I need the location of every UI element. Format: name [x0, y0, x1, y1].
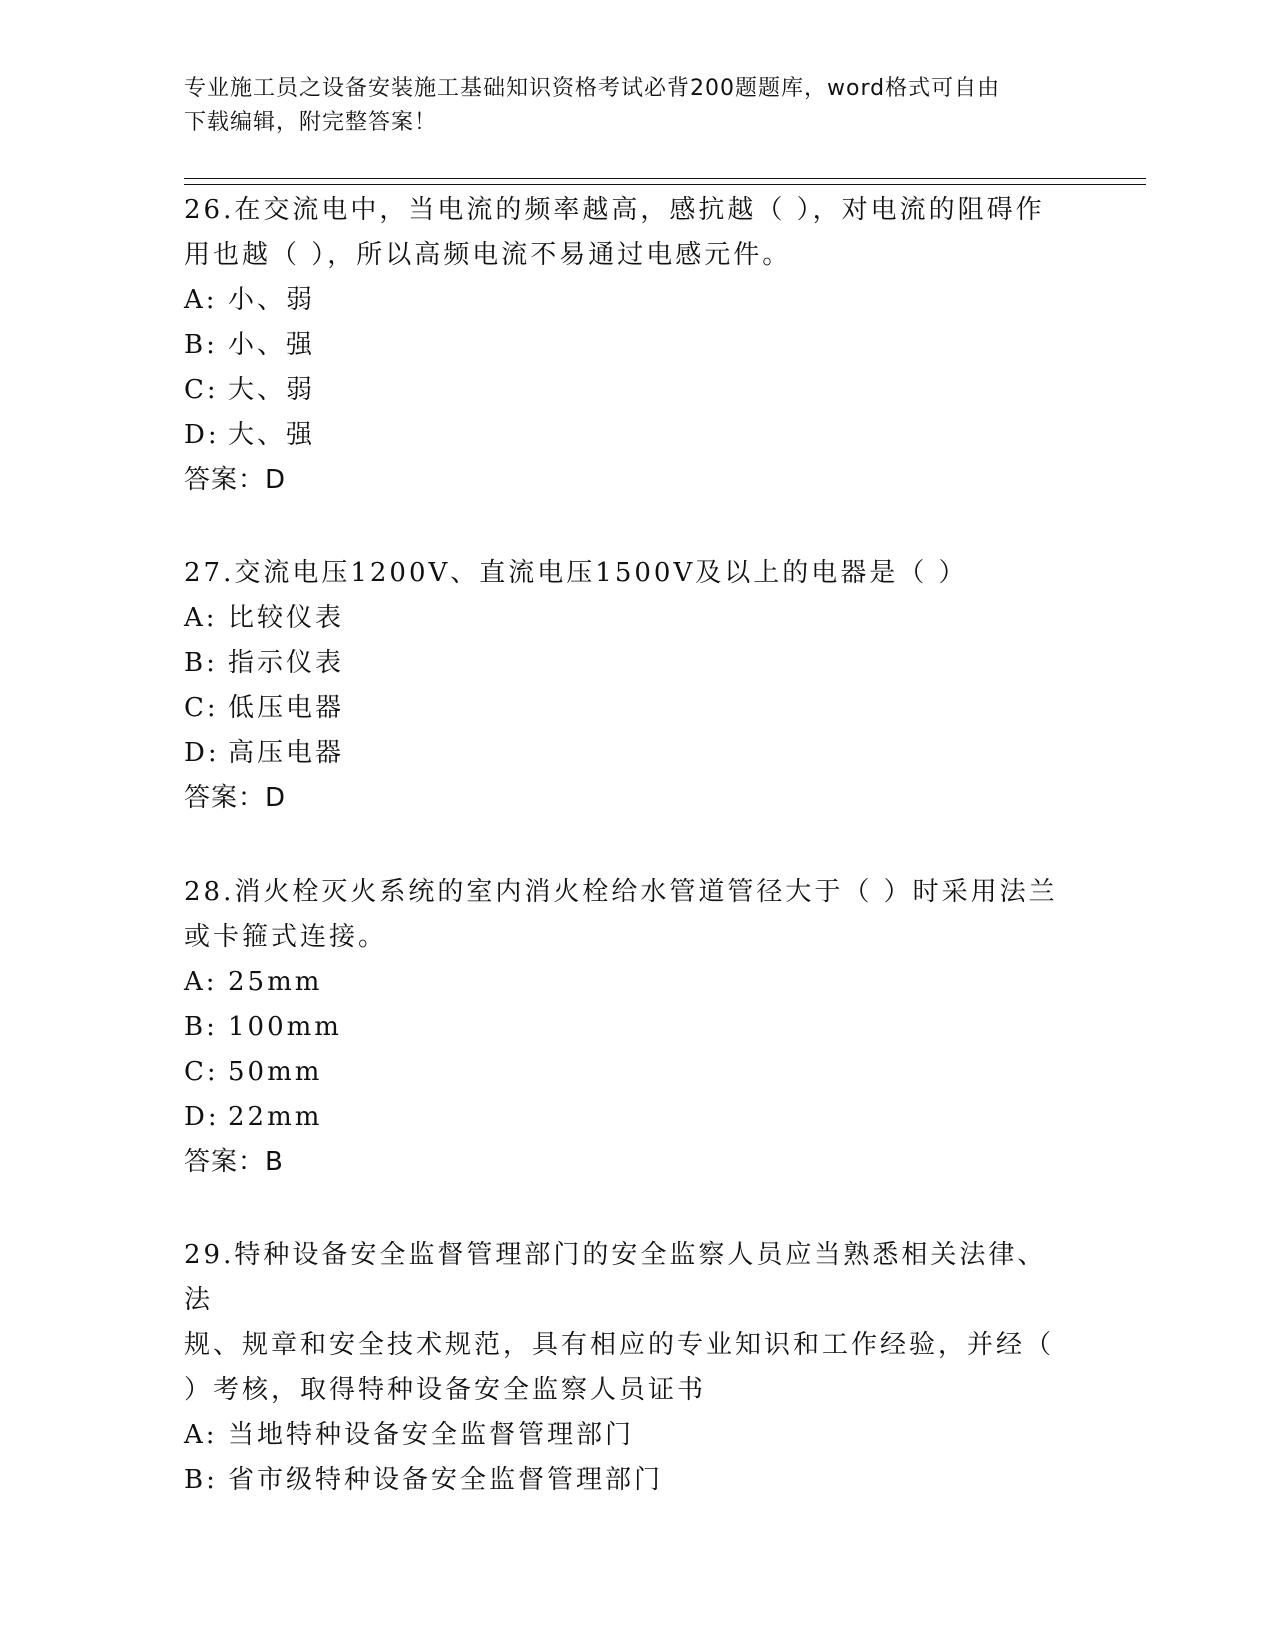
- option-key: D:: [184, 420, 220, 450]
- answer-line: 答案：D: [184, 465, 287, 495]
- option-text: 25mm: [228, 967, 323, 997]
- page-header: [184, 72, 1084, 140]
- option-a: [184, 278, 1064, 323]
- option-text: 指示仪表: [228, 648, 345, 678]
- question-stem-line: 或卡箍式连接。: [184, 922, 388, 952]
- option-text: 22mm: [228, 1102, 323, 1132]
- option-key: A:: [184, 1420, 218, 1450]
- option-c: [184, 686, 1064, 731]
- header-title-line2: 下载编辑，附完整答案！: [184, 110, 438, 135]
- question-stem-line: 28.消火栓灭火系统的室内消火栓给水管道管径大于（ ）时采用法兰: [184, 877, 1058, 907]
- option-key: D:: [184, 1102, 220, 1132]
- answer-line: 答案：B: [184, 1147, 284, 1177]
- question-26: [184, 188, 1064, 503]
- option-key: C:: [184, 375, 219, 405]
- question-stem-line: 27.交流电压1200V、直流电压1500V及以上的电器是（ ）: [184, 558, 968, 588]
- header-divider-top: [184, 178, 1146, 179]
- option-a: [184, 1413, 1064, 1458]
- option-c: [184, 1050, 1064, 1095]
- option-d: [184, 1095, 1064, 1140]
- option-a: [184, 596, 1064, 641]
- option-text: 小、弱: [228, 285, 316, 315]
- option-c: [184, 368, 1064, 413]
- header-title-line1: 专业施工员之设备安装施工基础知识资格考试必背200题题库，word格式可自由: [184, 76, 1001, 101]
- question-29: [184, 1233, 1064, 1503]
- question-stem-line: 规、规章和安全技术规范，具有相应的专业知识和工作经验，并经（: [184, 1330, 1055, 1360]
- question-stem-line: 用也越（ ），所以高频电流不易通过电感元件。: [184, 240, 792, 270]
- option-d: [184, 413, 1064, 458]
- option-d: [184, 731, 1064, 776]
- option-text: 省市级特种设备安全监督管理部门: [228, 1465, 664, 1495]
- question-stem-line: 29.特种设备安全监督管理部门的安全监察人员应当熟悉相关法律、法: [184, 1240, 1047, 1315]
- option-key: B:: [184, 330, 218, 360]
- option-text: 大、强: [228, 420, 316, 450]
- option-key: C:: [184, 693, 219, 723]
- option-text: 低压电器: [228, 693, 345, 723]
- header-divider-bottom: [184, 184, 1146, 185]
- question-28: [184, 870, 1064, 1185]
- option-key: A:: [184, 603, 218, 633]
- option-key: B:: [184, 648, 218, 678]
- option-text: 大、弱: [228, 375, 316, 405]
- option-text: 比较仪表: [228, 603, 345, 633]
- question-stem-line: ）考核，取得特种设备安全监察人员证书: [184, 1375, 707, 1405]
- option-text: 当地特种设备安全监督管理部门: [228, 1420, 635, 1450]
- option-text: 50mm: [228, 1057, 323, 1087]
- option-text: 高压电器: [228, 738, 345, 768]
- option-key: D:: [184, 738, 220, 768]
- answer-line: 答案：D: [184, 783, 287, 813]
- option-a: [184, 960, 1064, 1005]
- option-key: B:: [184, 1012, 218, 1042]
- option-key: C:: [184, 1057, 219, 1087]
- question-27: [184, 551, 1064, 821]
- option-key: B:: [184, 1465, 218, 1495]
- option-b: [184, 323, 1064, 368]
- option-text: 小、强: [228, 330, 316, 360]
- option-key: A:: [184, 285, 218, 315]
- option-b: [184, 641, 1064, 686]
- option-text: 100mm: [228, 1012, 342, 1042]
- option-key: A:: [184, 967, 218, 997]
- question-stem-line: 26.在交流电中，当电流的频率越高，感抗越（ ），对电流的阻碍作: [184, 195, 1045, 225]
- option-b: [184, 1005, 1064, 1050]
- option-b: [184, 1458, 1064, 1503]
